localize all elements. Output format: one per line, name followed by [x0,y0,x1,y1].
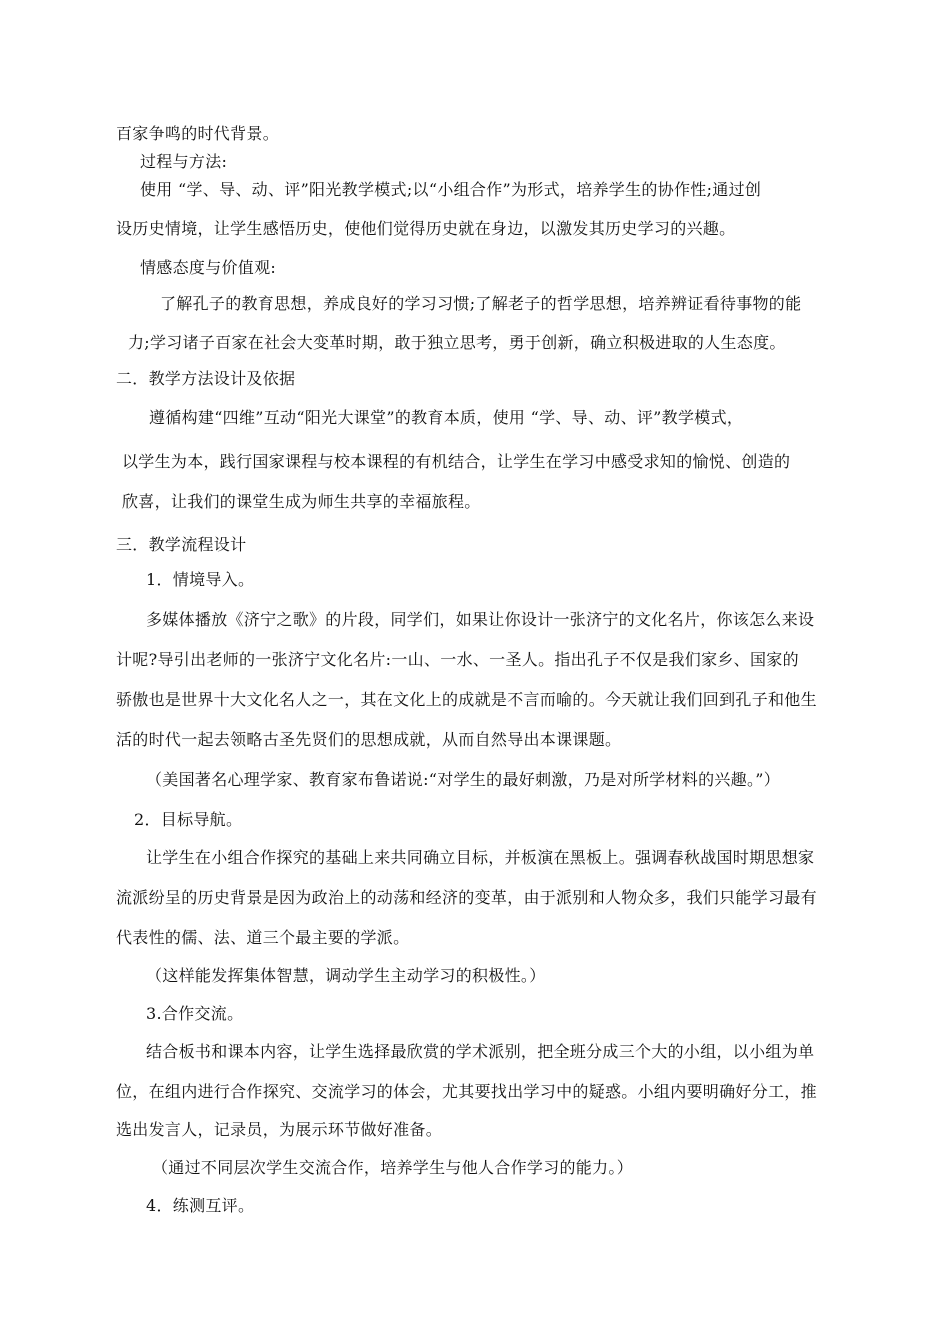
text-line: 多媒体播放《济宁之歌》的片段，同学们，如果让你设计一张济宁的文化名片，你该怎么来设 [146,610,815,629]
text-line: 结合板书和课本内容，让学生选择最欣赏的学术派别，把全班分成三个大的小组，以小组为单 [146,1042,815,1061]
text-line: 使用 “学、导、动、评”阳光教学模式;以“小组合作”为形式，培养学生的协作性;通过创 [140,180,762,199]
text-line: 骄傲也是世界十大文化名人之一，其在文化上的成就是不言而喻的。今天就让我们回到孔子和他生 [116,690,817,709]
text-line: 活的时代一起去领略古圣先贤们的思想成就，从而自然导出本课课题。 [116,730,622,749]
text-line: 设历史情境，让学生感悟历史，使他们觉得历史就在身边，以激发其历史学习的兴趣。 [116,219,736,238]
section-heading: 三．教学流程设计 [116,535,247,554]
text-line: 计呢?导引出老师的一张济宁文化名片:一山、一水、一圣人。指出孔子不仅是我们家乡、国家的 [116,650,799,669]
step-heading: 3.合作交流。 [146,1004,244,1023]
note-line: （美国著名心理学家、教育家布鲁诺说:“对学生的最好刺激，乃是对所学材料的兴趣。”） [146,770,781,789]
step-heading: 2．目标导航。 [134,810,243,829]
note-line: （这样能发挥集体智慧，调动学生主动学习的积极性。） [146,966,546,985]
note-line: （通过不同层次学生交流合作，培养学生与他人合作学习的能力。） [152,1158,634,1177]
text-line: 让学生在小组合作探究的基础上来共同确立目标，并板演在黑板上。强调春秋战国时期思想家 [146,848,815,867]
section-heading: 二．教学方法设计及依据 [116,369,296,388]
text-line: 遵循构建“四维”互动“阳光大课堂”的教育本质，使用 “学、导、动、评”教学模式， [149,408,744,427]
section-subheading: 情感态度与价值观: [140,258,277,277]
text-line: 流派纷呈的历史背景是因为政治上的动荡和经济的变革，由于派别和人物众多，我们只能学习最有 [116,888,817,907]
text-line: 以学生为本，践行国家课程与校本课程的有机结合，让学生在学习中感受求知的愉悦、创造的 [122,452,791,471]
text-line: 位，在组内进行合作探究、交流学习的体会，尤其要找出学习中的疑惑。小组内要明确好分工，推 [116,1082,817,1101]
text-line: 了解孔子的教育思想，养成良好的学习习惯;了解老子的哲学思想，培养辨证看待事物的能 [160,294,802,313]
step-heading: 4．练测互评。 [146,1196,255,1215]
text-line: 选出发言人，记录员，为展示环节做好准备。 [116,1120,443,1139]
text-line: 力;学习诸子百家在社会大变革时期，敢于独立思考，勇于创新，确立积极进取的人生态度。 [128,333,786,352]
text-line: 百家争鸣的时代背景。 [116,124,280,143]
step-heading: 1．情境导入。 [146,570,255,589]
section-subheading: 过程与方法: [140,152,228,171]
text-line: 欣喜，让我们的课堂生成为师生共享的幸福旅程。 [122,492,481,511]
text-line: 代表性的儒、法、道三个最主要的学派。 [116,928,410,947]
